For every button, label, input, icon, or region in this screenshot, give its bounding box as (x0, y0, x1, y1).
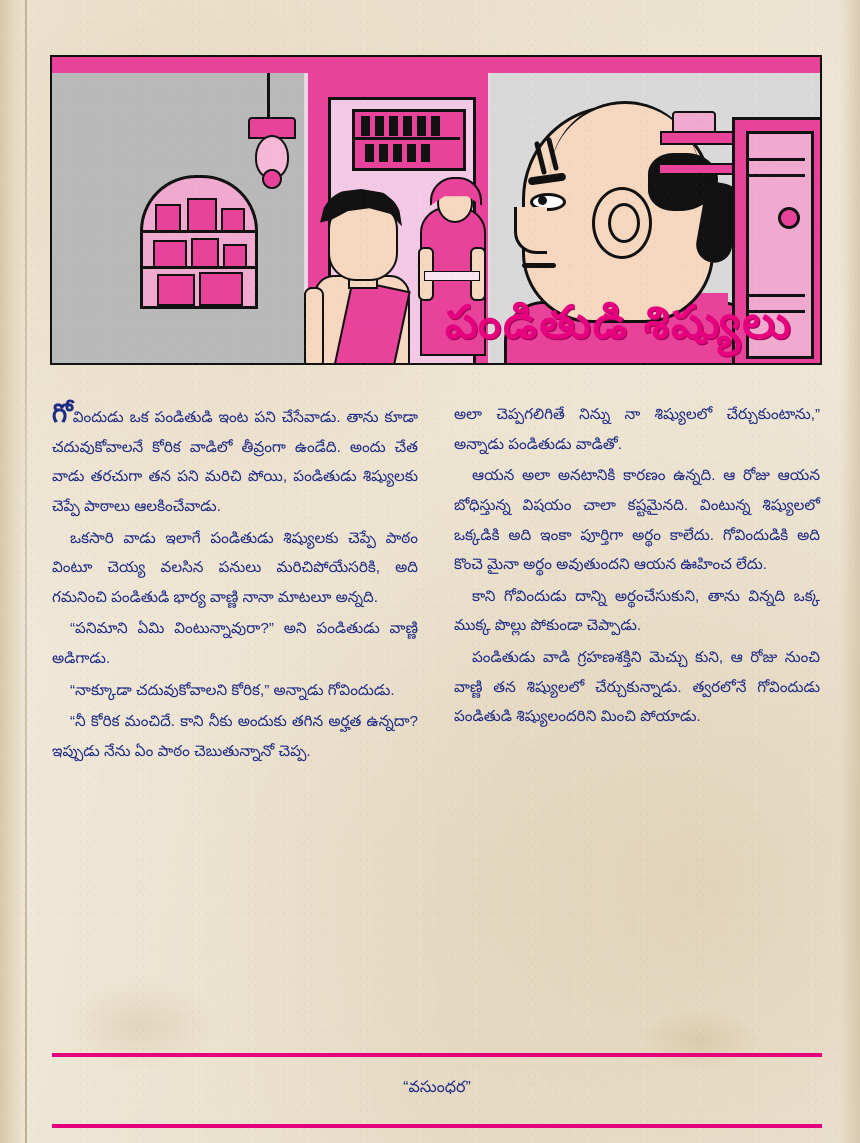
footer-rule-top (52, 1053, 822, 1057)
paragraph: “నాక్కూడా చదువుకోవాలని కోరిక,” అన్నాడు గోవిందుడు. (70, 681, 395, 699)
footer-rule-bottom (52, 1124, 822, 1128)
lamp-bulb-tip (262, 169, 282, 189)
story-title-plate (412, 288, 826, 368)
page-binding-line (25, 0, 27, 1143)
paragraph: అలా చెప్పగలిగితే నిన్ను నా శిష్యులలో చేర్చుకుంటాను,” అన్నాడు పండితుడు వాడితో. (454, 406, 820, 453)
lamp-cord (267, 73, 270, 123)
paragraph: ఒకసారి వాడు ఇలాగే పండితుడు శిష్యులకు చెప్పే పాఠం వింటూ చెయ్య వలసిన పనులు మరిచిపోయేసరికి, అది గమనించి పండితుడి భార్య వాణ్ణి నానా మాటలూ అన్నది. (52, 529, 418, 606)
author-credit: “వసుంధర” (403, 1079, 471, 1096)
paragraph: కాని గోవిందుడు దాన్ని అర్థంచేసుకుని, తాను విన్నది ఒక్క ముక్క పొల్లు పోకుండా చెప్పాడు. (454, 587, 820, 635)
text-column-left (52, 400, 418, 1040)
article-body (52, 400, 822, 1040)
page-binding-shadow (0, 0, 26, 1143)
paragraph: పండితుడు వాడి గ్రహణశక్తిని మెచ్చు కుని, ఆ రోజు నుంచి వాణ్ణి తన శిష్యులలో చేర్చుకున్నాడు. త్వరలోనే గోవిందుడు పండితుడి శిష్యులందరిని మించి పోయాడు. (454, 649, 820, 726)
scholar-pupil (538, 196, 547, 205)
cupboard-knob (778, 207, 800, 229)
woman-sash (424, 271, 480, 281)
paragraph: ఆయన అలా అనటానికి కారణం ఉన్నది. ఆ రోజు ఆయన బోధిస్తున్న విషయం చాలా కష్టమైనది. వింటున్న శిష్యులలో ఒక్కడికి అది ఇంకా పూర్తిగా అర్థం కాలేదు. గోవిందుడికి అది కొంచె మైనా అర్థం అవుతుందని ఆయన ఊహించ లేదు. (454, 467, 820, 574)
text-column-right (454, 400, 820, 1040)
ceiling-band (52, 57, 820, 73)
page-right-edge-shadow (840, 0, 860, 1143)
wall-shelf-upper (660, 131, 738, 145)
scholar-mouth (522, 263, 556, 268)
boy-arm (304, 287, 324, 365)
arched-wall-niche (140, 175, 258, 309)
wall-shelf-lower (658, 163, 740, 175)
paragraph: గోవిందుడు ఒక పండితుడి ఇంట పని చేసేవాడు. తాను కూడా చదువుకోవాలనే కోరిక వాడిలో తీవ్రంగా ఉండేది. అందు చేత వాడు తరచుగా తన పని మరిచి పోయి, పండితుడు శిష్యులకు చెప్పే పాఠాలు ఆలకించేవాడు. (52, 398, 418, 515)
shelf-divider (352, 137, 460, 140)
book-shelf (352, 109, 466, 171)
paragraph: “నీ కోరిక మంచిదే. కాని నీకు అందుకు తగిన అర్హత ఉన్నదా? ఇప్పుడు నేను ఏం పాఠం చెబుతున్నానో చెప్ప. (52, 713, 418, 761)
page-title: పండితుడి శిష్యులు (445, 296, 793, 348)
scholar-nose (514, 207, 547, 254)
paragraph: “పనిమాని ఏమి వింటున్నావురా?” అని పండితుడు వాణ్ణి అడిగాడు. (52, 620, 418, 668)
scholar-ear-inner (608, 203, 640, 243)
